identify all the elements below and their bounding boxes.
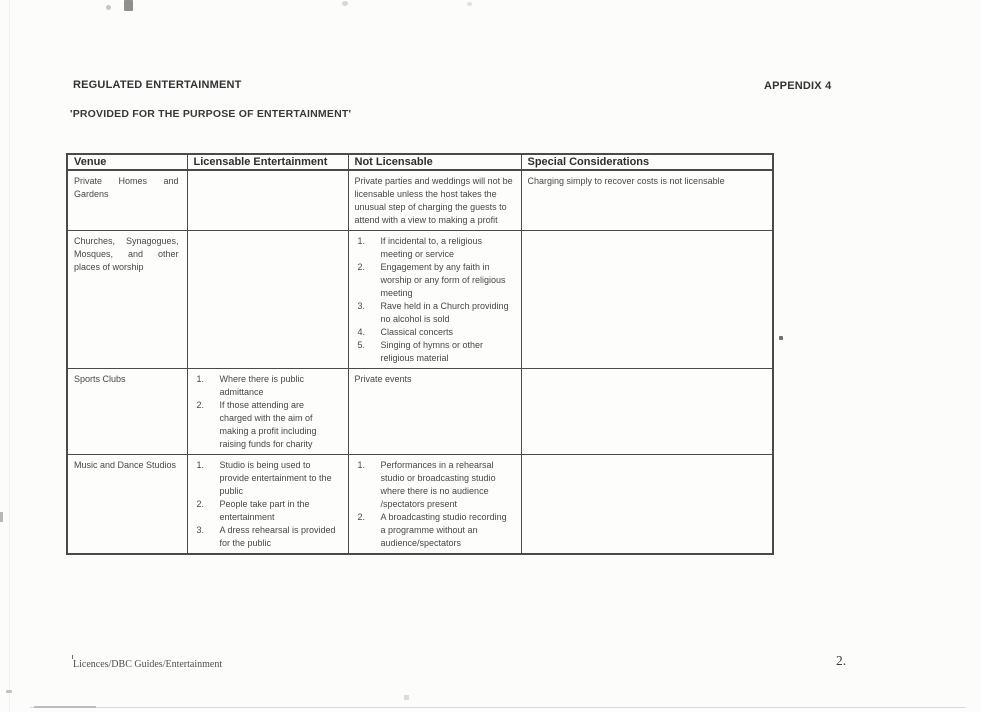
not-licensable-cell [348, 369, 521, 455]
column-header: Not Licensable [348, 154, 521, 170]
scan-artifact-top-smudge [342, 1, 348, 6]
table-row [67, 231, 773, 369]
list-item-number: 4. [357, 327, 366, 337]
list-item-text: If incidental to, a religious meeting or service [380, 236, 483, 259]
numbered-list-item [194, 399, 344, 451]
list-item-text: Studio is being used to provide entertainment to the public [219, 460, 332, 496]
not-licensable-cell [348, 170, 521, 231]
scan-artifact-bottom-edge-line [30, 707, 966, 708]
scan-artifact-stray-dot [779, 336, 783, 340]
scan-artifact-bottom-mark [404, 695, 409, 700]
list-item-text: Singing of hymns or other religious material [380, 340, 484, 363]
list-item-text: Rave held in a Church providing no alcohol is sold [380, 301, 509, 324]
column-header: Venue [67, 154, 187, 170]
list-item-number: 2. [357, 512, 366, 522]
column-header: Special Considerations [521, 154, 773, 170]
table-row [67, 369, 773, 455]
list-item-text: If those attending are charged with the aim of making a profit including raising funds for charity [219, 400, 317, 449]
list-item-number: 1. [196, 460, 205, 470]
list-item-text: A broadcasting studio recording a programme without an audience/spectators [380, 512, 507, 548]
venue-cell [67, 369, 187, 455]
scan-artifact-left-tick [0, 512, 3, 522]
scan-artifact-top-blob [124, 0, 133, 11]
special-considerations-cell [521, 369, 773, 455]
table-row [67, 170, 773, 231]
cell-text: Private parties and weddings will not be licensable unless the host takes the unusual step of charging the guests to attend with a view to making a profit [354, 176, 513, 225]
page-number: 2. [836, 653, 847, 668]
venue-cell [67, 170, 187, 231]
cell-text: Private events [354, 374, 412, 384]
licensable-cell [187, 369, 348, 455]
scan-artifact-bottom-left-dot [6, 690, 12, 693]
numbered-list-item [355, 459, 517, 511]
special-considerations-cell [521, 231, 773, 369]
numbered-list-item [355, 326, 517, 339]
numbered-list-item [355, 235, 517, 261]
venue-cell [67, 231, 187, 369]
venue-cell [67, 455, 187, 555]
list-item-number: 1. [196, 374, 205, 384]
numbered-list-item [355, 300, 517, 326]
numbered-list-item [194, 498, 344, 524]
entertainment-table [66, 153, 774, 555]
list-item-number: 3. [196, 525, 205, 535]
cell-text: Charging simply to recover costs is not licensable [527, 176, 725, 186]
scan-artifact-bottom-segment [34, 706, 96, 708]
licensable-cell [187, 231, 348, 369]
licensable-cell [187, 455, 348, 555]
not-licensable-cell [348, 231, 521, 369]
list-item-number: 1. [357, 236, 366, 246]
cell-text: Sports Clubs [74, 374, 126, 384]
numbered-list-item [355, 339, 517, 365]
header-row [67, 154, 773, 170]
list-item-number: 2. [357, 262, 366, 272]
special-considerations-cell [521, 170, 773, 231]
numbered-list-item [355, 261, 517, 300]
cell-text: Music and Dance Studios [74, 460, 177, 470]
footer-reference: Licences/DBC Guides/Entertainment [73, 659, 223, 670]
special-considerations-cell [521, 455, 773, 555]
cell-text: Churches, Synagogues, Mosques, and other places of worship [74, 236, 179, 272]
list-item-number: 2. [196, 499, 205, 509]
list-item-text: People take part in the entertainment [219, 499, 310, 522]
table-body [67, 170, 773, 554]
list-item-number: 1. [357, 460, 366, 470]
column-header: Licensable Entertainment [187, 154, 348, 170]
scan-artifact-top-dot [106, 5, 111, 10]
list-item-text: Engagement by any faith in worship or any form of religious meeting [380, 262, 506, 298]
document-title: REGULATED ENTERTAINMENT [73, 79, 242, 91]
list-item-number: 5. [357, 340, 366, 350]
list-item-text: Where there is public admittance [219, 374, 305, 397]
list-item-number: 2. [196, 400, 205, 410]
scan-artifact-top-smudge [467, 2, 472, 6]
numbered-list-item [194, 459, 344, 498]
list-item-number: 3. [357, 301, 366, 311]
cell-text: Private Homes and Gardens [74, 176, 179, 199]
not-licensable-cell [348, 455, 521, 555]
numbered-list-item [194, 373, 344, 399]
numbered-list-item [194, 524, 344, 550]
list-item-text: Performances in a rehearsal studio or broadcasting studio where there is no audience /spectators present [380, 460, 496, 509]
licensable-cell [187, 170, 348, 231]
table-row [67, 455, 773, 555]
appendix-label: APPENDIX 4 [764, 80, 832, 92]
list-item-text: A dress rehearsal is provided for the public [219, 525, 336, 548]
numbered-list-item [355, 511, 517, 550]
document-subtitle: 'PROVIDED FOR THE PURPOSE OF ENTERTAINMENT' [70, 108, 352, 120]
scan-artifact-left-edge-line [9, 0, 10, 712]
list-item-text: Classical concerts [380, 327, 454, 337]
